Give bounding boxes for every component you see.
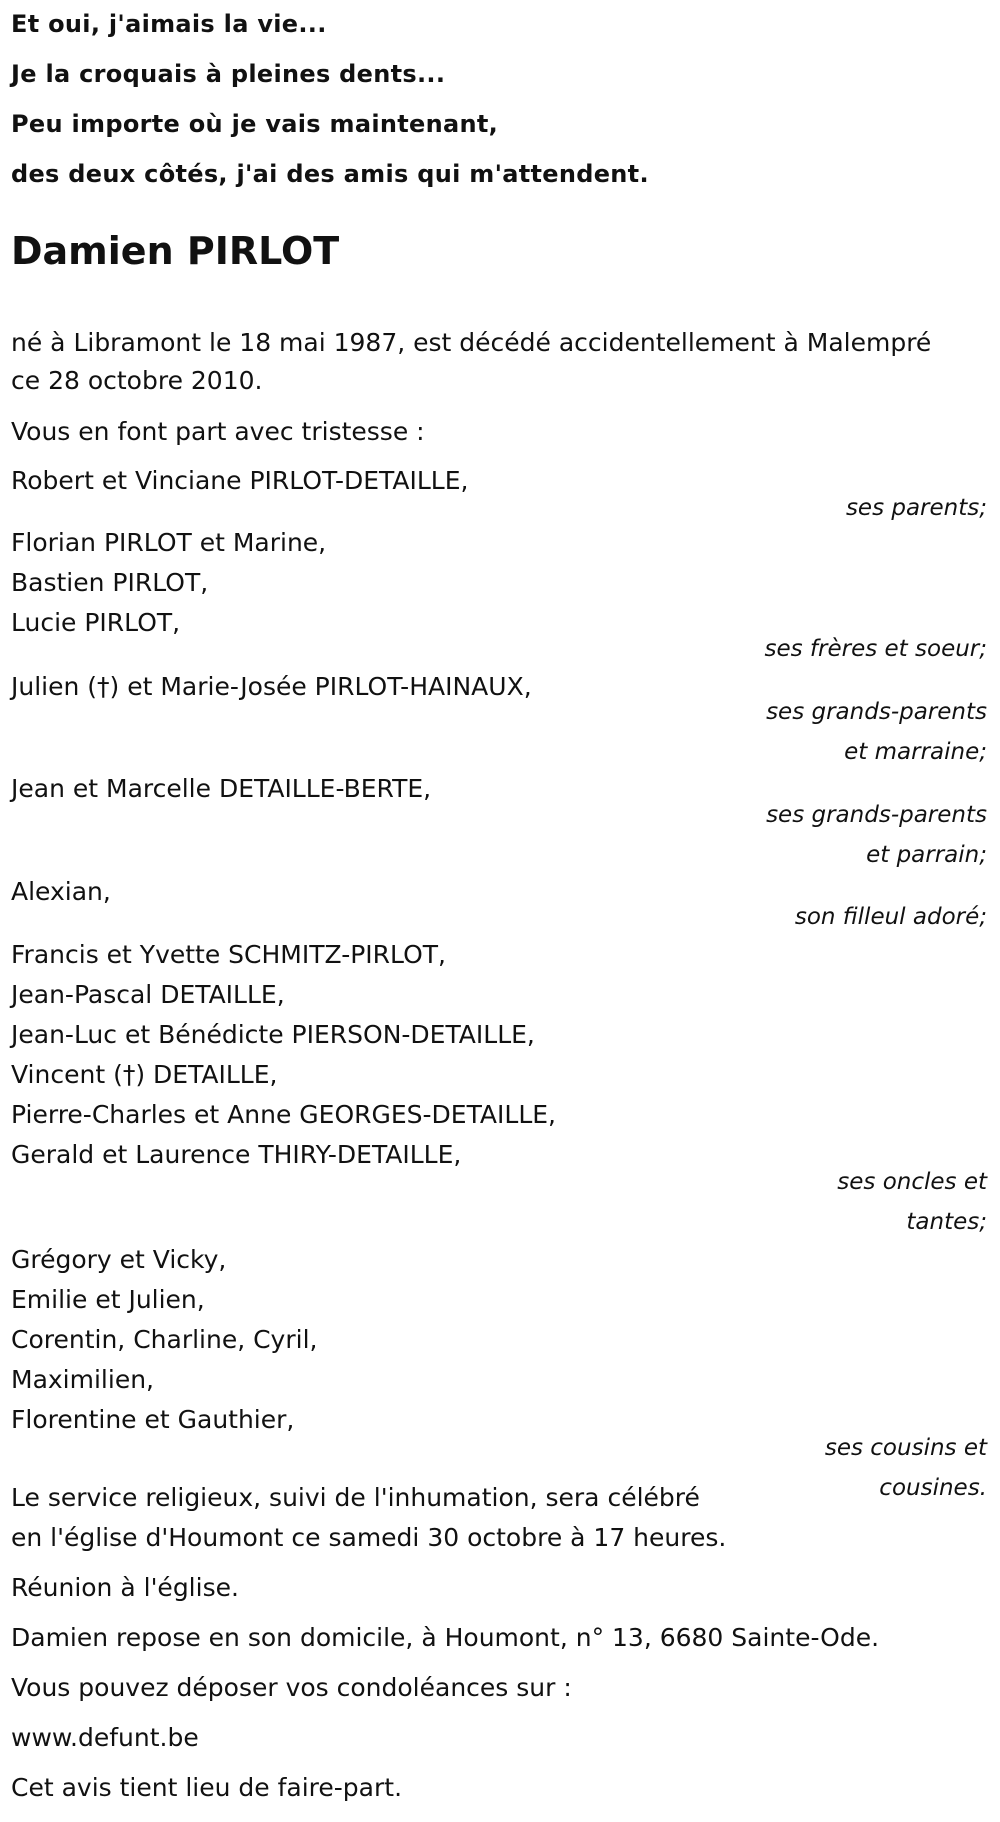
family-name: Bastien PIRLOT,: [11, 568, 209, 597]
intro-line-2: ce 28 octobre 2010.: [11, 366, 263, 395]
family-name: Emilie et Julien,: [11, 1285, 205, 1314]
relation-label: ses grands-parents: [766, 699, 987, 725]
poem-line-4: des deux côtés, j'ai des amis qui m'attendent.: [11, 160, 649, 188]
family-name: Julien (†) et Marie-Josée PIRLOT-HAINAUX,: [11, 672, 532, 701]
condolences-text: Vous pouvez déposer vos condoléances sur :: [11, 1673, 572, 1702]
announce-text: Vous en font part avec tristesse :: [11, 417, 425, 446]
family-name: Alexian,: [11, 877, 111, 906]
family-name: Jean et Marcelle DETAILLE-BERTE,: [11, 774, 432, 803]
family-name: Jean-Pascal DETAILLE,: [11, 980, 285, 1009]
family-name: Gerald et Laurence THIRY-DETAILLE,: [11, 1140, 462, 1169]
meeting-text: Réunion à l'église.: [11, 1573, 239, 1602]
deceased-name: Damien PIRLOT: [11, 229, 340, 273]
family-name: Robert et Vinciane PIRLOT-DETAILLE,: [11, 466, 469, 495]
family-name: Pierre-Charles et Anne GEORGES-DETAILLE,: [11, 1100, 556, 1129]
relation-label: ses grands-parents: [766, 802, 987, 828]
relation-label: cousines.: [879, 1475, 987, 1501]
family-name: Florian PIRLOT et Marine,: [11, 528, 327, 557]
poem-line-1: Et oui, j'aimais la vie...: [11, 10, 327, 38]
family-name: Francis et Yvette SCHMITZ-PIRLOT,: [11, 940, 446, 969]
family-name: Florentine et Gauthier,: [11, 1405, 295, 1434]
relation-label: son filleul adoré;: [794, 904, 987, 930]
poem-line-2: Je la croquais à pleines dents...: [11, 60, 446, 88]
relation-label: ses frères et soeur;: [764, 636, 987, 662]
family-name: Jean-Luc et Bénédicte PIERSON-DETAILLE,: [11, 1020, 535, 1049]
relation-label: tantes;: [906, 1209, 987, 1235]
website-link[interactable]: www.defunt.be: [11, 1723, 199, 1752]
service-line-1: Le service religieux, suivi de l'inhumation, sera célébré: [11, 1483, 700, 1512]
relation-label: ses parents;: [845, 495, 987, 521]
relation-label: et marraine;: [844, 739, 987, 765]
closing-text: Cet avis tient lieu de faire-part.: [11, 1773, 403, 1802]
poem-line-3: Peu importe où je vais maintenant,: [11, 110, 499, 138]
family-name: Lucie PIRLOT,: [11, 608, 181, 637]
family-name: Corentin, Charline, Cyril,: [11, 1325, 318, 1354]
relation-label: ses oncles et: [837, 1169, 987, 1195]
relation-label: et parrain;: [866, 842, 987, 868]
rest-text: Damien repose en son domicile, à Houmont, n° 13, 6680 Sainte-Ode.: [11, 1623, 880, 1652]
family-name: Vincent (†) DETAILLE,: [11, 1060, 278, 1089]
family-name: Grégory et Vicky,: [11, 1245, 227, 1274]
relation-label: ses cousins et: [824, 1435, 987, 1461]
family-name: Maximilien,: [11, 1365, 154, 1394]
intro-line-1: né à Libramont le 18 mai 1987, est décédé accidentellement à Malempré: [11, 328, 932, 357]
service-line-2: en l'église d'Houmont ce samedi 30 octobre à 17 heures.: [11, 1523, 727, 1552]
